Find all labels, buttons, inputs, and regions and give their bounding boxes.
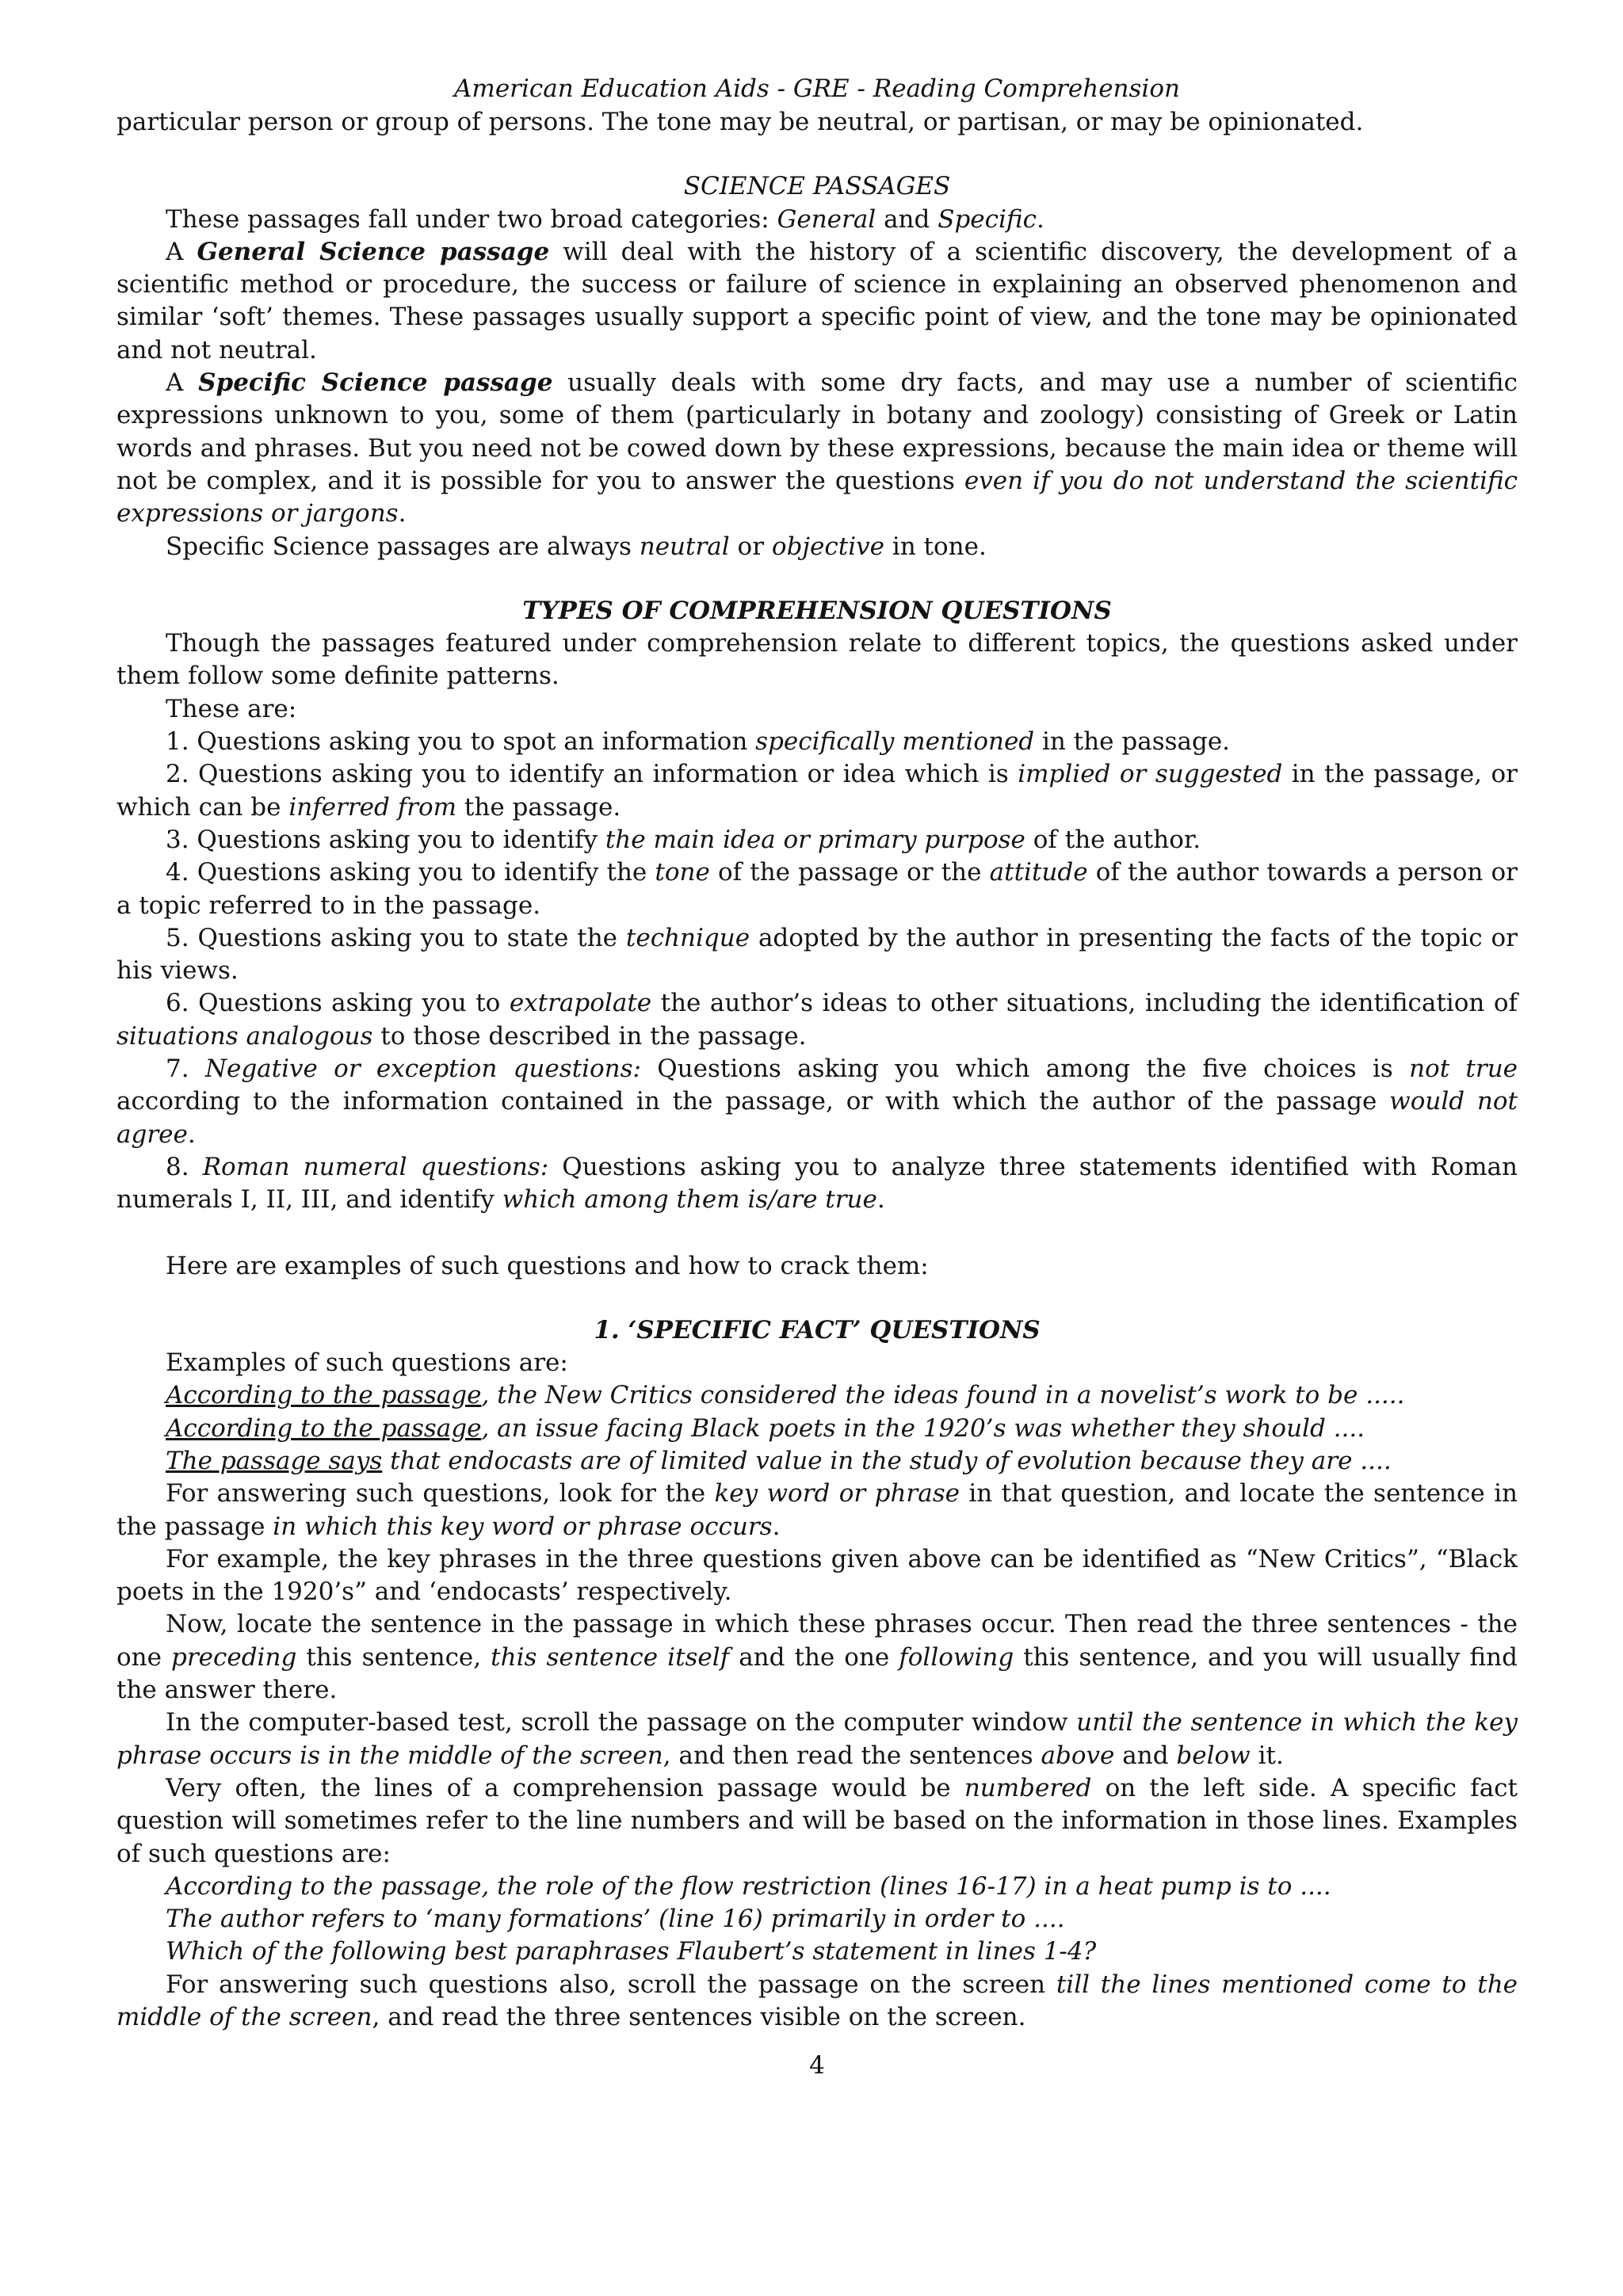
specific-fact-paragraph-5: Very often, the lines of a comprehension passage would be numbered on the left side. A specific fact question will sometimes refer to the line numbers and will be based on the information in those lines. Examples of such questions are: [116,1773,1518,1868]
page-number: 4 [809,2051,825,2081]
question-type-4: 4. Questions asking you to identify the tone of the passage or the attitude of the author towards a person or a topic referred to in the passage. [116,858,1518,920]
specific-fact-paragraph-3: Now, locate the sentence in the passage in which these phrases occur. Then read the three sentences - the one preceding this sentence, this sentence itself and the one following this sentence, and you will usually find the answer there. [116,1610,1518,1705]
intro-line: particular person or group of persons. The tone may be neutral, or partisan, or may be opinionated. [116,108,1364,136]
line-example-3: Which of the following best paraphrases Flaubert’s statement in lines 1-4? [166,1937,1097,1966]
examples-label: Examples of such questions are: [166,1348,568,1378]
types-heading: TYPES OF COMPREHENSION QUESTIONS [522,596,1112,625]
example-question-2: According to the passage, an issue facing Black poets in the 1920’s was whether they should .... [166,1413,1365,1443]
specific-fact-paragraph-6: For answering such questions also, scroll the passage on the screen till the lines mentioned come to the middle of the screen, and read the three sentences visible on the screen. [116,1970,1518,2032]
example-question-3: The passage says that endocasts are of limited value in the study of evolution because they are .... [166,1446,1392,1475]
types-intro: Though the passages featured under comprehension relate to different topics, the questions asked under them follow some definite patterns. [116,629,1518,691]
line-example-2: The author refers to ‘many formations’ (line 16) primarily in order to .... [166,1905,1065,1934]
document-page [116,73,1518,2083]
specific-fact-paragraph-1: For answering such questions, look for the key word or phrase in that question, and locate the sentence in the passage in which this key word or phrase occurs. [116,1479,1518,1541]
science-passages-heading: SCIENCE PASSAGES [683,172,951,201]
specific-fact-heading: 1. ‘SPECIFIC FACT’ QUESTIONS [594,1315,1041,1344]
question-type-7: 7. Negative or exception questions: Questions asking you which among the five choices is not true according to the information contained in the passage, or with which the author of the passage would not agree. [116,1055,1518,1149]
question-type-1: 1. Questions asking you to spot an information specifically mentioned in the passage. [166,727,1231,757]
question-type-2: 2. Questions asking you to identify an information or idea which is implied or suggested in the passage, or which can be inferred from the passage. [116,760,1518,822]
line-example-1: According to the passage, the role of the flow restriction (lines 16-17) in a heat pump is to .... [166,1871,1331,1901]
example-question-1: According to the passage, the New Critics considered the ideas found in a novelist’s work to be ..... [166,1381,1405,1410]
question-type-6: 6. Questions asking you to extrapolate the author’s ideas to other situations, including the identification of situations analogous to those described in the passage. [116,989,1518,1051]
examples-intro: Here are examples of such questions and how to crack them: [166,1251,929,1280]
types-these-are: These are: [166,694,297,723]
science-paragraph-1: These passages fall under two broad categories: General and Specific. [166,204,1044,234]
running-header: American Education Aids - GRE - Reading Comprehension [454,74,1180,103]
specific-fact-paragraph-2: For example, the key phrases in the three questions given above can be identified as “New Critics”, “Black poets in the 1920’s” and ‘endocasts’ respectively. [116,1544,1518,1607]
question-type-8: 8. Roman numeral questions: Questions asking you to analyze three statements identified with Roman numerals I, II, III, and identify which among them is/are true. [116,1152,1518,1215]
science-paragraph-3: A Specific Science passage usually deals with some dry facts, and may use a number of scientific expressions unknown to you, some of them (particularly in botany and zoology) consisting of Greek or Latin words and phrases. But you need not be cowed down by these expressions, because the main idea or theme will not be complex, and it is possible for you to answer the questions even if you do not understand the scientific expressions or jargons. [116,368,1518,528]
science-paragraph-2: A General Science passage will deal with the history of a scientific discovery, the development of a scientific method or procedure, the success or failure of science in explaining an observed phenomenon and similar ‘soft’ themes. These passages usually support a specific point of view, and the tone may be opinionated and not neutral. [116,237,1518,364]
specific-fact-paragraph-4: In the computer-based test, scroll the passage on the computer window until the sentence in which the key phrase occurs is in the middle of the screen, and then read the sentences above and below it. [116,1708,1518,1770]
question-type-3: 3. Questions asking you to identify the main idea or primary purpose of the author. [166,825,1201,854]
question-type-5: 5. Questions asking you to state the technique adopted by the author in presenting the facts of the topic or his views. [116,923,1518,986]
science-paragraph-4: Specific Science passages are always neutral or objective in tone. [166,532,987,561]
